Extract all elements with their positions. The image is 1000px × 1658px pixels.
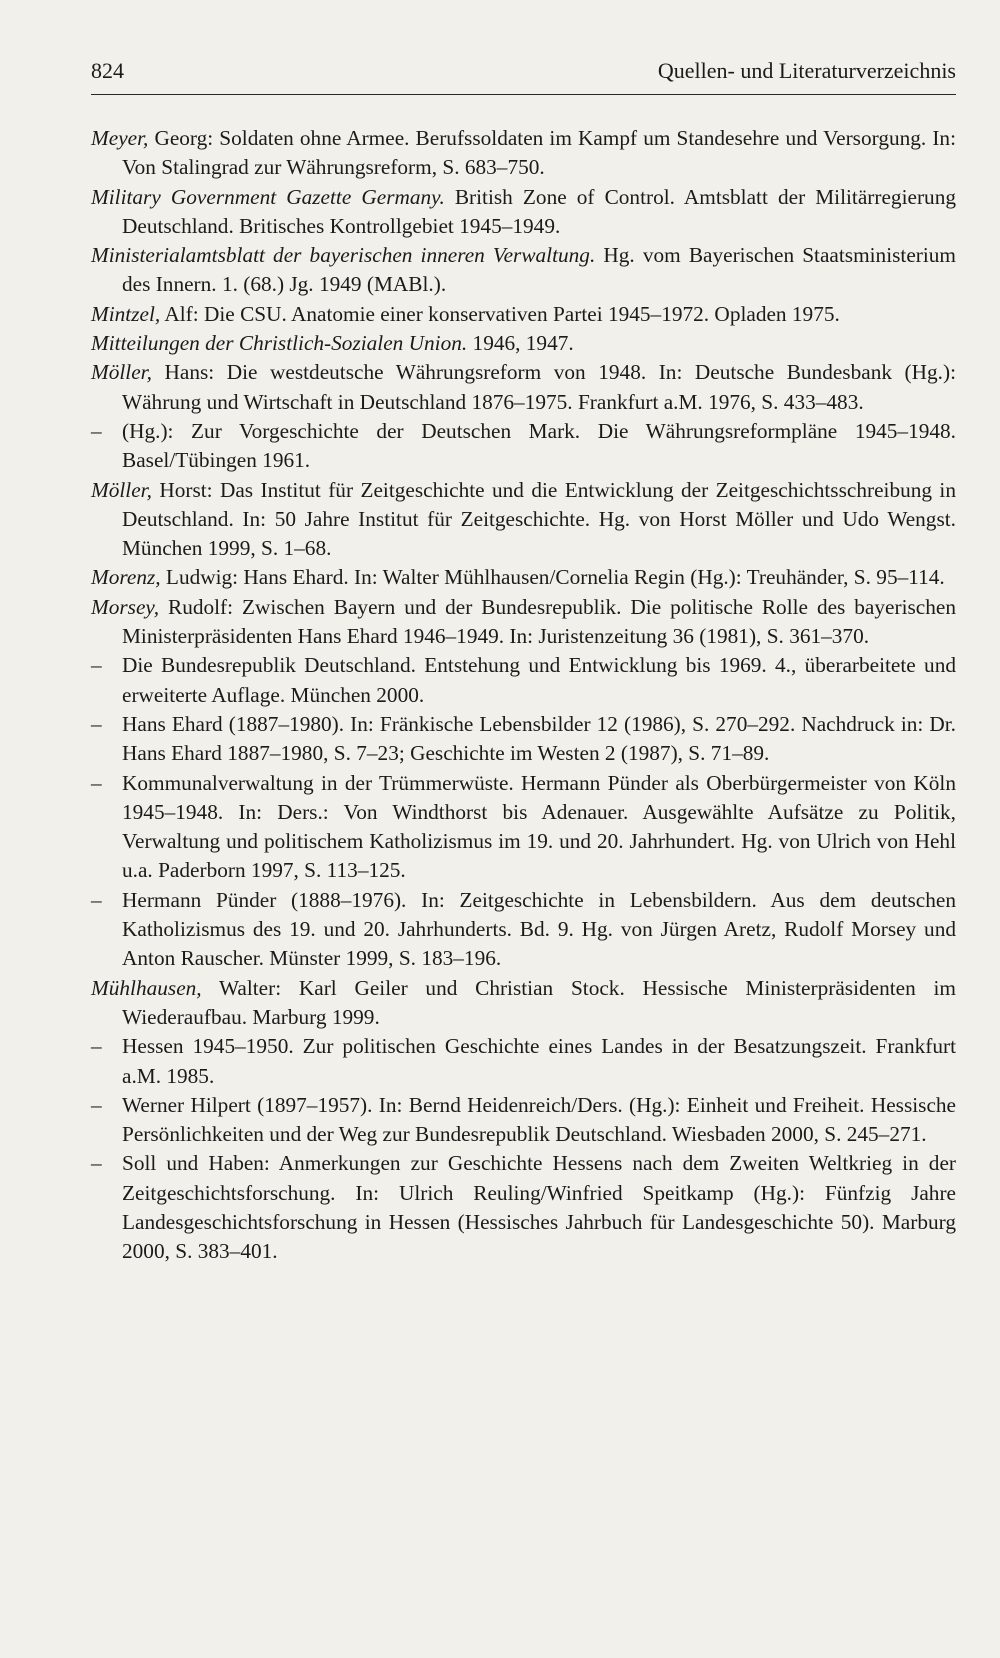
- bibliography-entry: [91, 563, 956, 592]
- entry-text: (Hg.): Zur Vorgeschichte der Deutschen Mark. Die Währungsreformpläne 1945–1948. Basel/Tübingen 1961.: [122, 418, 956, 473]
- entry-author: Mintzel,: [91, 301, 161, 326]
- bibliography-entry: [91, 1091, 956, 1150]
- entry-author: Meyer,: [91, 126, 149, 150]
- bibliography-entry: [91, 974, 956, 1033]
- repeat-author-dash: –: [91, 653, 102, 678]
- repeat-author-dash: –: [91, 1034, 102, 1059]
- bibliography-entry: [91, 183, 956, 242]
- entry-text: Soll und Haben: Anmerkungen zur Geschichte Hessens nach dem Zweiten Weltkrieg in der Zeitgeschichtsforschung. In: Ulrich Reuling/Winfried Speitkamp (Hg.): Fünfzig Jahre Landesgeschichtsforschung in Hessen (Hessisches Jahrbuch für Landesgeschichte 50). Marburg 2000, S. 383–401.: [122, 1151, 956, 1264]
- page-number: 824: [91, 58, 124, 83]
- bibliography-list: [91, 124, 956, 1267]
- entry-text: Rudolf: Zwischen Bayern und der Bundesrepublik. Die politische Rolle des bayerischen Ministerpräsidenten Hans Ehard 1946–1949. In: Juristenzeitung 36 (1981), S. 361–370.: [122, 594, 956, 649]
- repeat-author-dash: –: [91, 418, 102, 443]
- bibliography-entry: [91, 886, 956, 974]
- bibliography-entry: [91, 417, 956, 476]
- bibliography-entry: [91, 300, 956, 329]
- entry-text: Alf: Die CSU. Anatomie einer konservativen Partei 1945–1972. Opladen 1975.: [160, 301, 840, 326]
- header-rule: [91, 94, 956, 95]
- entry-text: Ludwig: Hans Ehard. In: Walter Mühlhausen/Cornelia Regin (Hg.): Treuhänder, S. 95–114.: [160, 565, 945, 590]
- entry-text: Hermann Pünder (1888–1976). In: Zeitgeschichte in Lebensbildern. Aus dem deutschen Katholizismus des 19. und 20. Jahrhunderts. Bd. 9. Hg. von Jürgen Aretz, Rudolf Morsey und Anton Rauscher. Münster 1999, S. 183–196.: [122, 887, 956, 971]
- bibliography-entry: [91, 124, 956, 183]
- entry-text: Horst: Das Institut für Zeitgeschichte und die Entwicklung der Zeitgeschichtsschreibung in Deutschland. In: 50 Jahre Institut für Zeitgeschichte. Hg. von Horst Möller und Udo Wengst. München 1999, S. 1–68.: [122, 477, 956, 561]
- entry-author: Möller,: [91, 477, 152, 502]
- entry-text: Werner Hilpert (1897–1957). In: Bernd Heidenreich/Ders. (Hg.): Einheit und Freiheit. Hessische Persönlichkeiten und der Weg zur Bundesrepublik Deutschland. Wiesbaden 2000, S. 245–271.: [122, 1092, 956, 1147]
- entry-author: Morsey,: [91, 594, 160, 619]
- entry-author: Morenz,: [91, 565, 161, 590]
- entry-text: Kommunalverwaltung in der Trümmerwüste. Hermann Pünder als Oberbürgermeister von Köln 1945–1948. In: Ders.: Von Windthorst bis Adenauer. Ausgewählte Aufsätze zu Politik, Verwaltung und politischem Katholizismus im 19. und 20. Jahrhundert. Hg. von Ulrich von Hehl u.a. Paderborn 1997, S. 113–125.: [122, 770, 956, 883]
- entry-text: Hans Ehard (1887–1980). In: Fränkische Lebensbilder 12 (1986), S. 270–292. Nachdruck in: Dr. Hans Ehard 1887–1980, S. 7–23; Geschichte im Westen 2 (1987), S. 71–89.: [122, 711, 956, 766]
- bibliography-entry: [91, 241, 956, 300]
- bibliography-entry: [91, 593, 956, 652]
- repeat-author-dash: –: [91, 1151, 102, 1176]
- entry-author: Mitteilungen der Christlich-Sozialen Union.: [91, 331, 468, 356]
- entry-author: Military Government Gazette Germany.: [91, 184, 445, 209]
- entry-text: British Zone of Control. Amtsblatt der Militärregierung Deutschland. Britisches Kontrollgebiet 1945–1949.: [122, 184, 956, 238]
- bibliography-entry: [91, 329, 956, 358]
- entry-text: Georg: Soldaten ohne Armee. Berufssoldaten im Kampf um Standesehre und Versorgung. In: Von Stalingrad zur Währungsreform, S. 683–750.: [122, 126, 956, 180]
- bibliography-entry: [91, 710, 956, 769]
- repeat-author-dash: –: [91, 1092, 102, 1117]
- entry-text: Hessen 1945–1950. Zur politischen Geschichte eines Landes in der Besatzungszeit. Frankfurt a.M. 1985.: [122, 1034, 956, 1088]
- repeat-author-dash: –: [91, 711, 102, 736]
- entry-text: 1946, 1947.: [467, 331, 574, 356]
- entry-author: Ministerialamtsblatt der bayerischen inneren Verwaltung.: [91, 243, 596, 268]
- entry-text: Hg. vom Bayerischen Staatsministerium des Innern. 1. (68.) Jg. 1949 (MABl.).: [122, 243, 956, 297]
- bibliography-entry: [91, 1149, 956, 1266]
- entry-text: Hans: Die westdeutsche Währungsreform von 1948. In: Deutsche Bundesbank (Hg.): Währung und Wirtschaft in Deutschland 1876–1975. Frankfurt a.M. 1976, S. 433–483.: [122, 360, 956, 414]
- entry-author: Mühlhausen,: [91, 975, 202, 1000]
- entry-text: Die Bundesrepublik Deutschland. Entstehung und Entwicklung bis 1969. 4., überarbeitete und erweiterte Auflage. München 2000.: [122, 653, 956, 707]
- bibliography-entry: [91, 1032, 956, 1091]
- bibliography-entry: [91, 651, 956, 710]
- bibliography-entry: [91, 476, 956, 564]
- entry-text: Walter: Karl Geiler und Christian Stock. Hessische Ministerpräsidenten im Wiederaufbau. Marburg 1999.: [122, 975, 956, 1029]
- repeat-author-dash: –: [91, 887, 102, 912]
- bibliography-entry: [91, 358, 956, 417]
- running-title: Quellen- und Literaturverzeichnis: [657, 58, 956, 83]
- repeat-author-dash: –: [91, 770, 102, 795]
- bibliography-entry: [91, 769, 956, 886]
- entry-author: Möller,: [91, 360, 152, 385]
